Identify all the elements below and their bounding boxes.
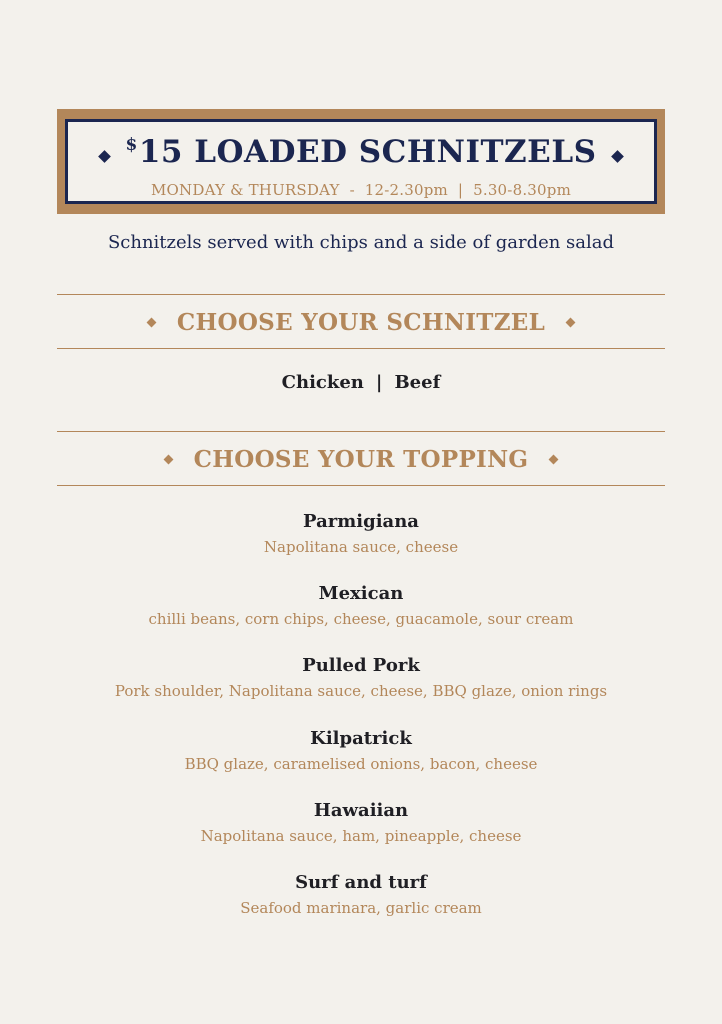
option-beef: Beef	[394, 372, 441, 393]
topping-desc: Napolitana sauce, cheese	[263, 538, 459, 556]
diamond-icon	[146, 317, 156, 327]
topping-item	[0, 511, 722, 558]
topping-desc: BBQ glaze, caramelised onions, bacon, cheese	[184, 755, 538, 773]
schnitzel-options	[0, 372, 722, 393]
topping-desc: Pork shoulder, Napolitana sauce, cheese, BBQ glaze, onion rings	[114, 682, 608, 700]
header-banner	[57, 109, 665, 214]
divider	[57, 431, 665, 432]
schnitzel-heading-text: CHOOSE YOUR SCHNITZEL	[176, 309, 546, 336]
topping-heading-text: CHOOSE YOUR TOPPING	[193, 446, 529, 473]
diamond-icon	[549, 454, 559, 464]
topping-name: Surf and turf	[295, 872, 427, 893]
topping-name: Mexican	[318, 583, 404, 604]
option-chicken: Chicken	[281, 372, 364, 393]
topping-desc: Napolitana sauce, ham, pineapple, cheese	[200, 827, 522, 845]
topping-item	[0, 872, 722, 919]
availability-times: MONDAY & THURSDAY - 12-2.30pm | 5.30-8.30pm	[150, 181, 571, 199]
topping-item	[0, 800, 722, 847]
topping-name: Kilpatrick	[310, 728, 412, 749]
divider	[57, 348, 665, 349]
divider	[57, 485, 665, 486]
topping-name: Pulled Pork	[302, 655, 420, 676]
divider	[57, 294, 665, 295]
topping-name: Hawaiian	[313, 800, 409, 821]
header-banner-inner	[65, 119, 657, 204]
page-title	[68, 134, 654, 170]
topping-item	[0, 655, 722, 702]
schnitzel-heading	[0, 309, 722, 336]
diamond-icon	[566, 317, 576, 327]
topping-desc: chilli beans, corn chips, cheese, guacamole, sour cream	[148, 610, 574, 628]
intro-text: Schnitzels served with chips and a side of garden salad	[107, 232, 615, 253]
option-separator: |	[375, 372, 383, 393]
topping-item	[0, 583, 722, 630]
topping-name: Parmigiana	[303, 511, 419, 532]
topping-heading	[0, 446, 722, 473]
topping-item	[0, 728, 722, 775]
topping-desc: Seafood marinara, garlic cream	[240, 899, 482, 917]
title-text: 15 LOADED SCHNITZELS	[138, 134, 597, 170]
price-symbol: $	[125, 135, 138, 155]
diamond-icon	[163, 454, 173, 464]
